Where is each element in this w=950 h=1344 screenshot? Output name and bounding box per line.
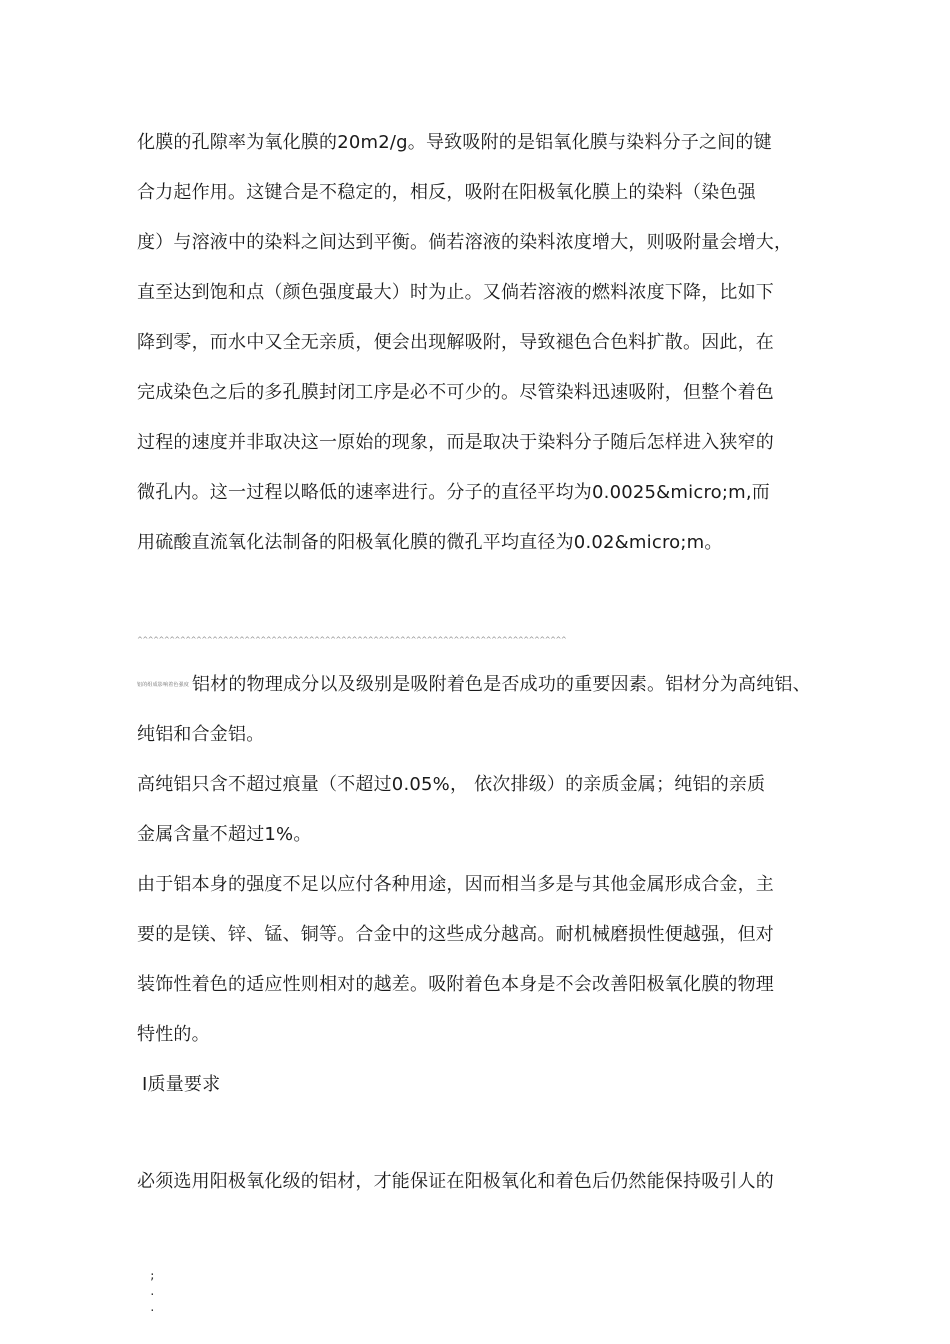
text-line: 金属含量不超过1%。 [137,824,312,845]
text-line: 降到零，而水中又全无亲质，便会出现解吸附，导致褪色合色料扩散。因此，在 [137,332,774,353]
text-line: 必须选用阳极氧化级的铝材，才能保证在阳极氧化和着色后仍然能保持吸引人的 [137,1171,774,1192]
text-line: 完成染色之后的多孔膜封闭工序是必不可少的。尽管染料迅速吸附，但整个着色 [137,382,774,403]
text-line: 特性的。 [137,1024,210,1045]
text-line: 用硫酸直流氧化法制备的阳极氧化膜的微孔平均直径为0.02&micro;m。 [137,532,723,553]
wavy-divider: ^^^^^^^^^^^^^^^^^^^^^^^^^^^^^^^^^^^^^^^^^^^^^^^^^^^^^^^^^^^^^^^^^^^^^^^^^^^^^^^^ [137,636,567,644]
text-line: 微孔内。这一过程以略低的速率进行。分子的直径平均为0.0025&micro;m,而 [137,482,770,503]
text-line: 过程的速度并非取决这一原始的现象，而是取决于染料分子随后怎样进入狭窄的 [137,432,774,453]
text-line: 度）与溶液中的染料之间达到平衡。倘若溶液的染料浓度增大，则吸附量会增大， [137,232,793,253]
section-heading: Ⅰ质量要求 [142,1074,221,1095]
mark: . [149,1301,156,1314]
mark: . [149,1285,156,1298]
text-line: 装饰性着色的适应性则相对的越差。吸附着色本身是不会改善阳极氧化膜的物理 [137,974,774,995]
footer-marks [149,1268,156,1316]
tiny-label: 铝的组成影响着色强度 [137,682,190,688]
text-line: 直至达到饱和点（颜色强度最大）时为止。又倘若溶液的燃料浓度下降，比如下 [137,282,774,303]
text-line: 高纯铝只含不超过痕量（不超过0.05%， 依次排级）的亲质金属；纯铝的亲质 [137,774,766,795]
mark: ; [149,1269,156,1282]
text-line: 化膜的孔隙率为氧化膜的20m2/g。导致吸附的是铝氧化膜与染料分子之间的键 [137,132,772,153]
text-span: 铝材的物理成分以及级别是吸附着色是否成功的重要因素。铝材分为高纯铝、 [192,674,811,695]
text-line [137,673,811,697]
text-line: 纯铝和合金铝。 [137,724,265,745]
text-line: 合力起作用。这键合是不稳定的，相反，吸附在阳极氧化膜上的染料（染色强 [137,182,756,203]
text-line: 要的是镁、锌、锰、铜等。合金中的这些成分越高。耐机械磨损性便越强，但对 [137,924,774,945]
text-line: 由于铝本身的强度不足以应付各种用途，因而相当多是与其他金属形成合金，主 [137,874,774,895]
